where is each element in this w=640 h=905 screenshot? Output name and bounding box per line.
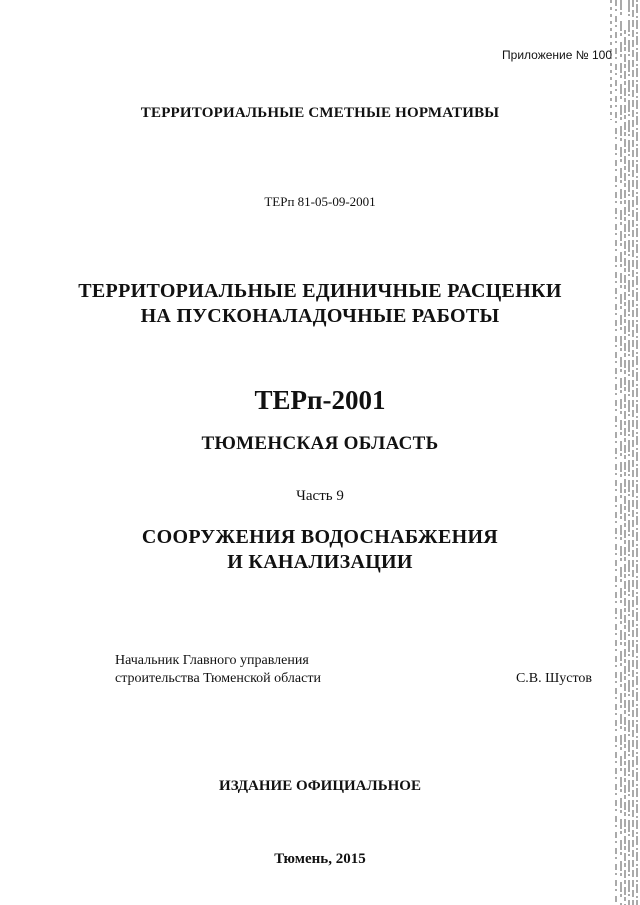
short-name: ТЕРп-2001 bbox=[254, 385, 386, 415]
document-code: ТЕРп 81-05-09-2001 bbox=[264, 194, 376, 209]
signer-position-line-2: строительства Тюменской области bbox=[115, 671, 321, 686]
signer-position-line-1: Начальник Главного управления bbox=[115, 653, 309, 668]
section-title-line-1: СООРУЖЕНИЯ ВОДОСНАБЖЕНИЯ bbox=[141, 526, 499, 548]
appendix-number: Приложение № 100 bbox=[502, 48, 612, 62]
main-title-line-2: НА ПУСКОНАЛАДОЧНЫЕ РАБОТЫ bbox=[140, 305, 500, 327]
section-title-line-2: И КАНАЛИЗАЦИИ bbox=[227, 551, 413, 573]
scan-edge-noise bbox=[606, 0, 640, 905]
part-number: Часть 9 bbox=[296, 488, 344, 504]
city-year: Тюмень, 2015 bbox=[274, 851, 366, 867]
edition-label: ИЗДАНИЕ ОФИЦИАЛЬНОЕ bbox=[219, 778, 421, 794]
main-title-line-1: ТЕРРИТОРИАЛЬНЫЕ ЕДИНИЧНЫЕ РАСЦЕНКИ bbox=[78, 280, 562, 302]
signer-name: С.В. Шустов bbox=[515, 671, 592, 686]
region-name: ТЮМЕНСКАЯ ОБЛАСТЬ bbox=[201, 433, 439, 454]
norms-title: ТЕРРИТОРИАЛЬНЫЕ СМЕТНЫЕ НОРМАТИВЫ bbox=[140, 105, 500, 121]
